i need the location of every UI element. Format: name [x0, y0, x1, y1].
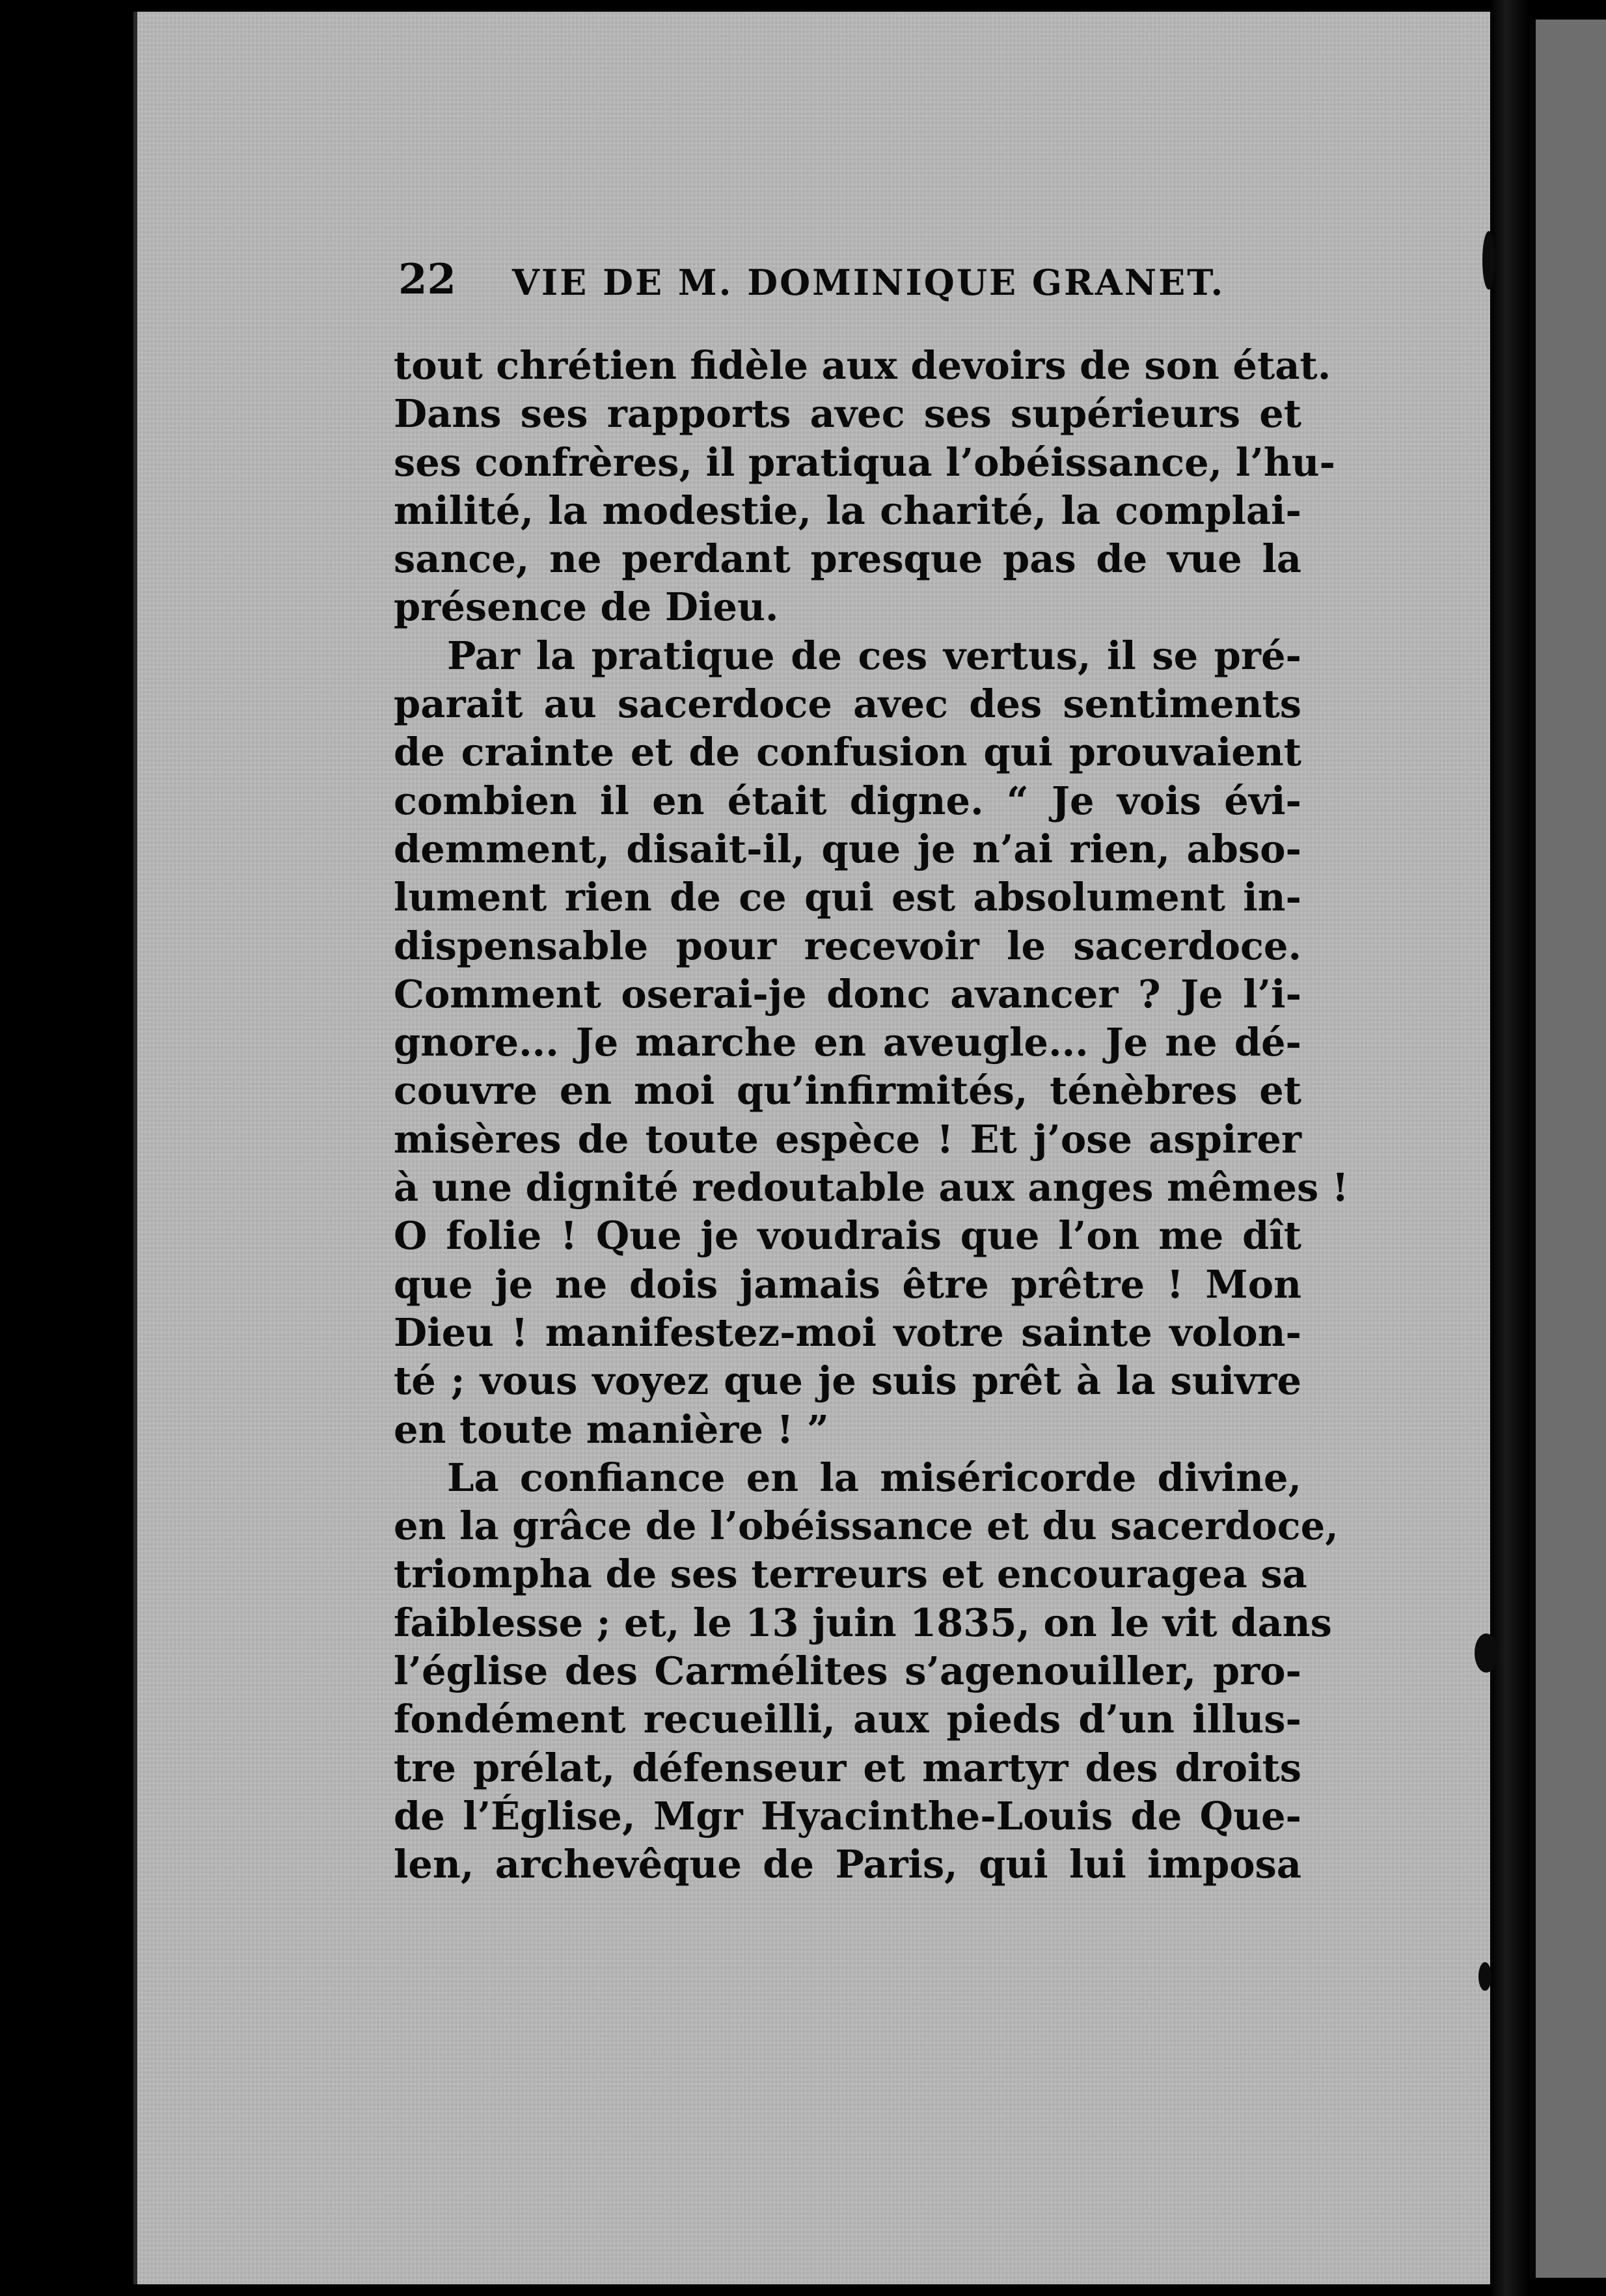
text-line: parait au sacerdoce avec des sentiments: [394, 681, 1301, 727]
text-line: triompha de ses terreurs et encouragea sa: [394, 1551, 1307, 1597]
page-gutter: [1490, 0, 1529, 2296]
text-line: combien il en était digne. “ Je vois évi-: [394, 778, 1301, 823]
text-line: de crainte et de confusion qui prouvaient: [394, 730, 1301, 775]
text-line: que je ne dois jamais être prêtre ! Mon: [394, 1261, 1301, 1307]
text-line: tre prélat, défenseur et martyr des droits: [394, 1745, 1301, 1790]
text-line: Par la pratique de ces vertus, il se pré-: [447, 633, 1301, 678]
text-line: té ; vous voyez que je suis prêt à la suivre: [394, 1358, 1301, 1404]
text-line: en toute manière ! ”: [394, 1406, 829, 1452]
text-line: couvre en moi qu’infirmités, ténèbres et: [394, 1068, 1301, 1114]
text-line: Dans ses rapports avec ses supérieurs et: [394, 391, 1301, 437]
text-line: tout chrétien fidèle aux devoirs de son état.: [394, 343, 1331, 388]
text-line: présence de Dieu.: [394, 584, 779, 630]
binding-speck: [1478, 1962, 1491, 1991]
body-text: [394, 342, 1349, 1889]
text-line: O folie ! Que je voudrais que l’on me dît: [394, 1213, 1301, 1259]
text-line: l’église des Carmélites s’agenouiller, pro-: [394, 1648, 1301, 1694]
text-line: milité, la modestie, la charité, la complai-: [394, 487, 1301, 533]
text-line: fondément recueilli, aux pieds d’un illus-: [394, 1697, 1301, 1742]
text-line: en la grâce de l’obéissance et du sacerdoce,: [394, 1503, 1339, 1549]
running-head: [398, 251, 1244, 309]
text-line: Dieu ! manifestez-moi votre sainte volon-: [394, 1309, 1301, 1355]
text-line: ses confrères, il pratiqua l’obéissance, l’hu-: [394, 439, 1335, 485]
facing-page-edge: [1529, 20, 1606, 2278]
running-title: VIE DE M. DOMINIQUE GRANET.: [512, 262, 1225, 303]
text-line: faiblesse ; et, le 13 juin 1835, on le vit dans: [394, 1600, 1332, 1645]
text-line: de l’Église, Mgr Hyacinthe-Louis de Que-: [394, 1793, 1301, 1838]
text-line: demment, disait-il, que je n’ai rien, abso-: [394, 826, 1301, 871]
binding-speck: [1475, 1633, 1498, 1673]
text-line: Comment oserai-je donc avancer ? Je l’i-: [394, 971, 1301, 1017]
text-line: gnore... Je marche en aveugle... Je ne dé-: [394, 1020, 1301, 1065]
text-line: à une dignité redoutable aux anges mêmes !: [394, 1165, 1349, 1210]
text-line: sance, ne perdant presque pas de vue la: [394, 536, 1301, 582]
text-line: lument rien de ce qui est absolument in-: [394, 875, 1301, 920]
text-line: La confiance en la miséricorde divine,: [447, 1455, 1301, 1500]
text-line: misères de toute espèce ! Et j’ose aspirer: [394, 1116, 1301, 1162]
page-number: 22: [398, 255, 457, 304]
binding-speck: [1482, 231, 1495, 290]
text-line: dispensable pour recevoir le sacerdoce.: [394, 923, 1301, 968]
text-line: len, archevêque de Paris, qui lui imposa: [394, 1842, 1301, 1887]
